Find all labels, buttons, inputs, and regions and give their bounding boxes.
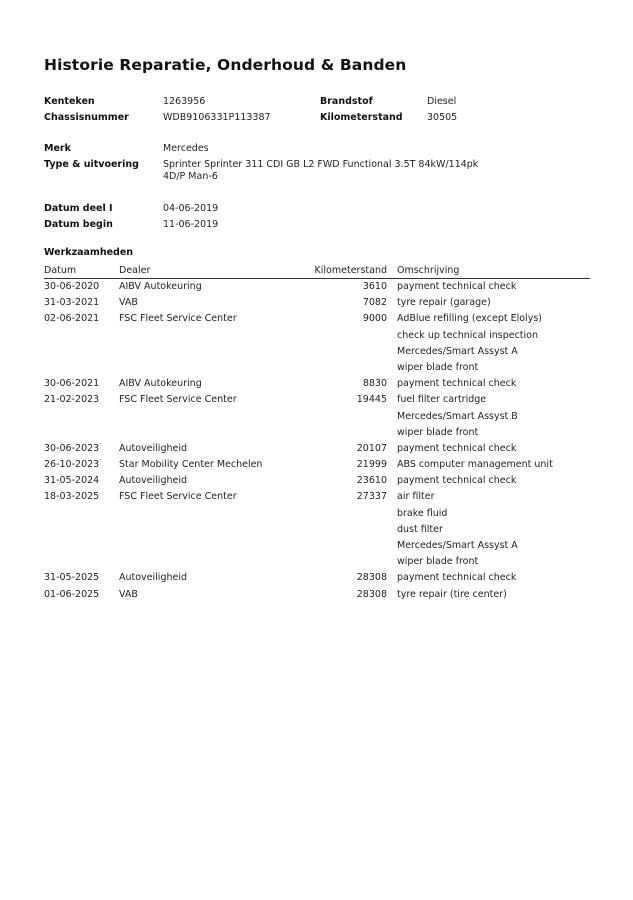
cell-dealer: FSC Fleet Service Center (119, 313, 237, 325)
kenteken-label: Kenteken (44, 96, 95, 107)
brandstof-label: Brandstof (320, 96, 373, 107)
werkzaamheden-table (44, 264, 590, 603)
cell-date: 30-06-2021 (44, 378, 100, 390)
cell-desc: Mercedes/Smart Assyst A (397, 345, 518, 357)
cell-desc: payment technical check (397, 281, 517, 292)
cell-desc: Mercedes/Smart Assyst A (397, 540, 518, 551)
cell-desc: wiper blade front (397, 556, 479, 568)
table-row (44, 311, 590, 327)
cell-km: 7082 (362, 297, 387, 309)
cell-km: 28308 (356, 588, 387, 600)
cell-date: 30-06-2023 (44, 442, 100, 454)
datum-begin-label: Datum begin (44, 219, 113, 230)
table-row (44, 279, 590, 295)
cell-km: 27337 (356, 491, 387, 503)
cell-km: 8830 (362, 378, 387, 390)
cell-dealer: AIBV Autokeuring (119, 281, 202, 292)
table-row (44, 570, 590, 586)
table-body (44, 279, 590, 603)
merk-label: Merk (44, 143, 71, 154)
chassis-label: Chassisnummer (44, 112, 129, 123)
cell-desc: Mercedes/Smart Assyst B (397, 410, 518, 422)
kilometerstand-value: 30505 (427, 112, 458, 123)
datum-begin-value: 11-06-2019 (163, 219, 219, 230)
cell-date: 31-05-2024 (44, 475, 100, 487)
cell-km: 23610 (356, 475, 387, 487)
table-row (44, 360, 590, 376)
table-row (44, 409, 590, 425)
cell-date: 01-06-2025 (44, 588, 100, 600)
cell-desc: dust filter (397, 523, 443, 535)
cell-dealer: VAB (119, 588, 138, 600)
type-label: Type & uitvoering (44, 159, 139, 170)
cell-desc: air filter (397, 491, 435, 503)
table-header (44, 264, 590, 279)
table-row (44, 587, 590, 603)
cell-dealer: FSC Fleet Service Center (119, 394, 237, 406)
cell-desc: ABS computer management unit (397, 459, 553, 471)
cell-date: 26-10-2023 (44, 459, 100, 471)
cell-km: 19445 (356, 394, 387, 406)
merk-value: Mercedes (163, 143, 209, 154)
cell-date: 02-06-2021 (44, 313, 100, 325)
brandstof-value: Diesel (427, 96, 457, 107)
page-title: Historie Reparatie, Onderhoud & Banden (44, 56, 407, 74)
cell-km: 28308 (356, 572, 387, 584)
cell-desc: wiper blade front (397, 361, 479, 373)
kilometerstand-label: Kilometerstand (320, 112, 403, 123)
cell-desc: check up technical inspection (397, 329, 538, 341)
table-row (44, 506, 590, 522)
cell-km: 3610 (362, 281, 387, 292)
cell-dealer: Autoveiligheid (119, 475, 188, 487)
cell-desc: fuel filter cartridge (397, 394, 487, 406)
cell-dealer: Autoveiligheid (119, 572, 188, 584)
type-value-line2: 4D/P Man-6 (163, 171, 218, 182)
cell-date: 31-05-2025 (44, 572, 100, 584)
cell-desc: tyre repair (garage) (397, 297, 491, 309)
kenteken-value: 1263956 (163, 96, 206, 107)
header-omschrijving: Omschrijving (397, 265, 460, 276)
header-kilometerstand: Kilometerstand (314, 265, 387, 276)
type-value-line1: Sprinter Sprinter 311 CDI GB L2 FWD Functional 3.5T 84kW/114pk (163, 159, 479, 170)
cell-date: 31-03-2021 (44, 297, 100, 309)
cell-dealer: FSC Fleet Service Center (119, 491, 237, 503)
cell-km: 9000 (362, 313, 387, 325)
table-row (44, 538, 590, 554)
table-row (44, 473, 590, 489)
cell-desc: brake fluid (397, 507, 448, 519)
cell-desc: wiper blade front (397, 426, 479, 438)
table-row (44, 522, 590, 538)
header-dealer: Dealer (119, 265, 151, 276)
table-row (44, 376, 590, 392)
cell-desc: payment technical check (397, 572, 517, 584)
header-datum: Datum (44, 265, 77, 276)
cell-dealer: AIBV Autokeuring (119, 378, 202, 390)
table-row (44, 328, 590, 344)
cell-km: 21999 (356, 459, 387, 471)
cell-desc: tyre repair (tire center) (397, 588, 507, 600)
cell-desc: payment technical check (397, 442, 517, 454)
cell-km: 20107 (356, 442, 387, 454)
cell-desc: payment technical check (397, 475, 517, 487)
cell-desc: payment technical check (397, 378, 517, 390)
cell-dealer: Star Mobility Center Mechelen (119, 459, 263, 471)
cell-date: 30-06-2020 (44, 281, 100, 292)
table-row (44, 425, 590, 441)
cell-date: 18-03-2025 (44, 491, 100, 503)
werkzaamheden-title: Werkzaamheden (44, 247, 134, 258)
table-row (44, 392, 590, 408)
cell-dealer: Autoveiligheid (119, 442, 188, 454)
cell-date: 21-02-2023 (44, 394, 100, 406)
datum-deel-value: 04-06-2019 (163, 203, 219, 214)
table-row (44, 295, 590, 311)
table-row (44, 344, 590, 360)
cell-desc: AdBlue refilling (except Elolys) (397, 313, 542, 325)
datum-deel-label: Datum deel I (44, 203, 113, 214)
cell-dealer: VAB (119, 297, 138, 309)
chassis-value: WDB9106331P113387 (163, 112, 271, 123)
table-row (44, 457, 590, 473)
table-row (44, 554, 590, 570)
table-row (44, 441, 590, 457)
table-row (44, 489, 590, 505)
